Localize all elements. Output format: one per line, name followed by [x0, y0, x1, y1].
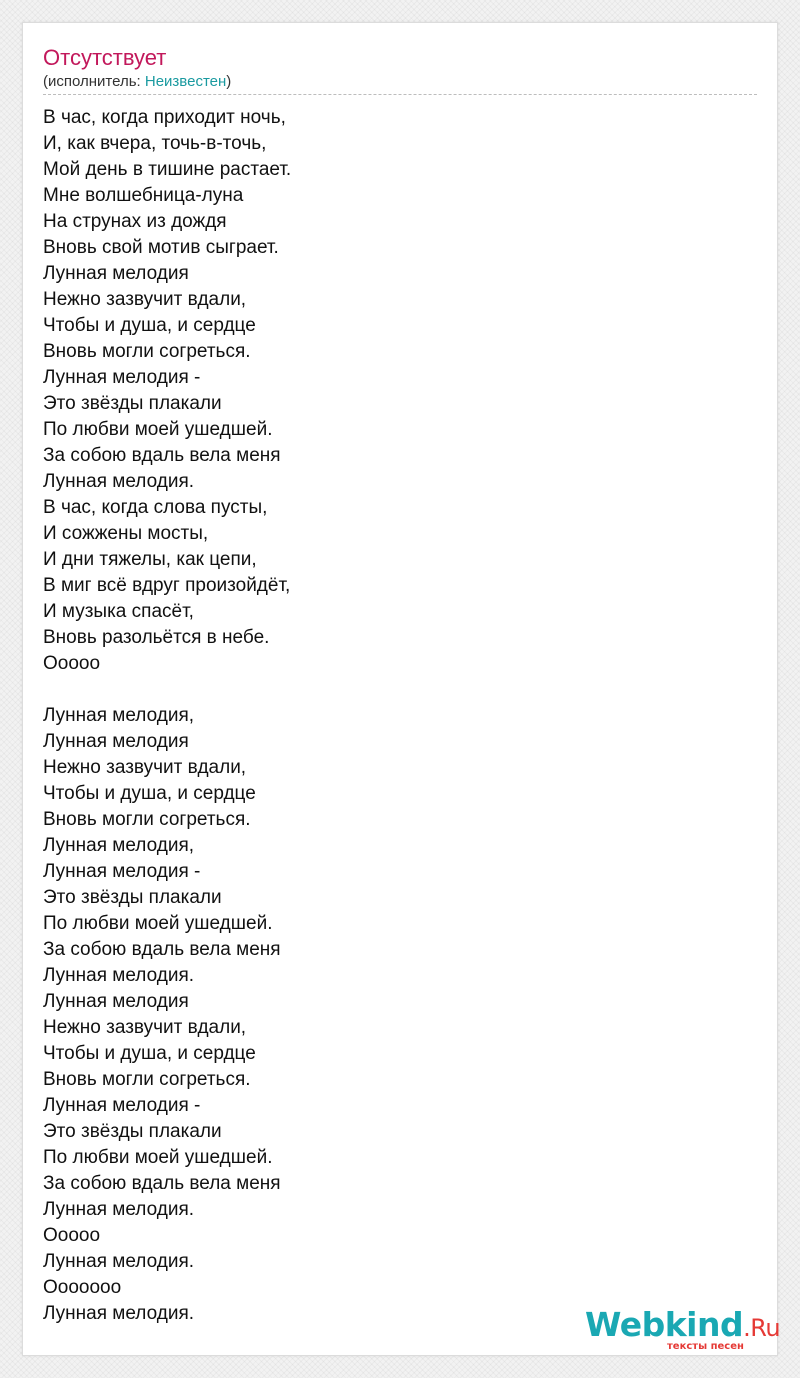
- lyrics-line: По любви моей ушедшей.: [43, 1147, 273, 1168]
- lyrics-line: Это звёзды плакали: [43, 1121, 222, 1142]
- lyrics-text: [43, 105, 291, 1327]
- title-divider: [43, 94, 757, 95]
- lyrics-line: Лунная мелодия -: [43, 367, 201, 388]
- lyrics-line: И, как вчера, точь-в-точь,: [43, 133, 267, 154]
- lyrics-line: За собою вдаль вела меня: [43, 1173, 281, 1194]
- lyrics-line: За собою вдаль вела меня: [43, 939, 281, 960]
- artist-link[interactable]: Неизвестен: [144, 73, 227, 90]
- lyrics-line: Это звёзды плакали: [43, 887, 222, 908]
- lyrics-line: В час, когда приходит ночь,: [43, 107, 286, 128]
- artist-suffix: ): [226, 73, 232, 90]
- lyrics-line: Это звёзды плакали: [43, 393, 222, 414]
- lyrics-line: Лунная мелодия: [43, 991, 189, 1012]
- lyrics-line: Лунная мелодия -: [43, 1095, 201, 1116]
- lyrics-line: Вновь могли согреться.: [43, 1069, 251, 1090]
- site-logo[interactable]: [585, 1305, 781, 1355]
- lyrics-line: И дни тяжелы, как цепи,: [43, 549, 257, 570]
- lyrics-line: Мой день в тишине растает.: [43, 159, 292, 180]
- logo-name: Webkind: [585, 1305, 744, 1344]
- lyrics-line: Лунная мелодия.: [43, 1303, 195, 1324]
- lyrics-line: Лунная мелодия.: [43, 1251, 195, 1272]
- lyrics-line: Лунная мелодия: [43, 731, 189, 752]
- logo-tagline: тексты песен: [667, 1341, 744, 1352]
- lyrics-line: Вновь могли согреться.: [43, 341, 251, 362]
- lyrics-line: Ооооо: [43, 653, 101, 674]
- lyrics-line: Нежно зазвучит вдали,: [43, 289, 247, 310]
- lyrics-line: Вновь разольётся в небе.: [43, 627, 270, 648]
- lyrics-line: Лунная мелодия,: [43, 705, 195, 726]
- lyrics-line: Лунная мелодия.: [43, 1199, 195, 1220]
- lyrics-line: В миг всё вдруг произойдёт,: [43, 575, 291, 596]
- lyrics-line: Мне волшебница-луна: [43, 185, 244, 206]
- lyrics-line: Лунная мелодия -: [43, 861, 201, 882]
- lyrics-line: По любви моей ушедшей.: [43, 419, 273, 440]
- lyrics-line: Ооооооо: [43, 1277, 122, 1298]
- lyrics-line: За собою вдаль вела меня: [43, 445, 281, 466]
- lyrics-line: В час, когда слова пусты,: [43, 497, 268, 518]
- lyrics-line: И сожжены мосты,: [43, 523, 209, 544]
- lyrics-line: И музыка спасёт,: [43, 601, 194, 622]
- lyrics-line: Нежно зазвучит вдали,: [43, 757, 247, 778]
- song-title: Отсутствует: [43, 45, 167, 70]
- lyrics-line: Вновь могли согреться.: [43, 809, 251, 830]
- lyrics-line: Вновь свой мотив сыграет.: [43, 237, 279, 258]
- lyrics-line: Чтобы и душа, и сердце: [43, 1043, 256, 1064]
- logo-tld: .Ru: [743, 1314, 781, 1342]
- artist-line: [43, 73, 231, 91]
- lyrics-line: Лунная мелодия.: [43, 471, 195, 492]
- lyrics-line: Ооооо: [43, 1225, 101, 1246]
- lyrics-line: Чтобы и душа, и сердце: [43, 783, 256, 804]
- lyrics-line: По любви моей ушедшей.: [43, 913, 273, 934]
- lyrics-line: Лунная мелодия: [43, 263, 189, 284]
- lyrics-blank-line: [43, 677, 291, 703]
- lyrics-line: Лунная мелодия.: [43, 965, 195, 986]
- lyrics-line: Лунная мелодия,: [43, 835, 195, 856]
- lyrics-line: Чтобы и душа, и сердце: [43, 315, 256, 336]
- lyrics-line: На струнах из дождя: [43, 211, 227, 232]
- artist-prefix: (исполнитель:: [43, 73, 145, 90]
- lyrics-line: Нежно зазвучит вдали,: [43, 1017, 247, 1038]
- lyrics-card: [22, 22, 781, 1356]
